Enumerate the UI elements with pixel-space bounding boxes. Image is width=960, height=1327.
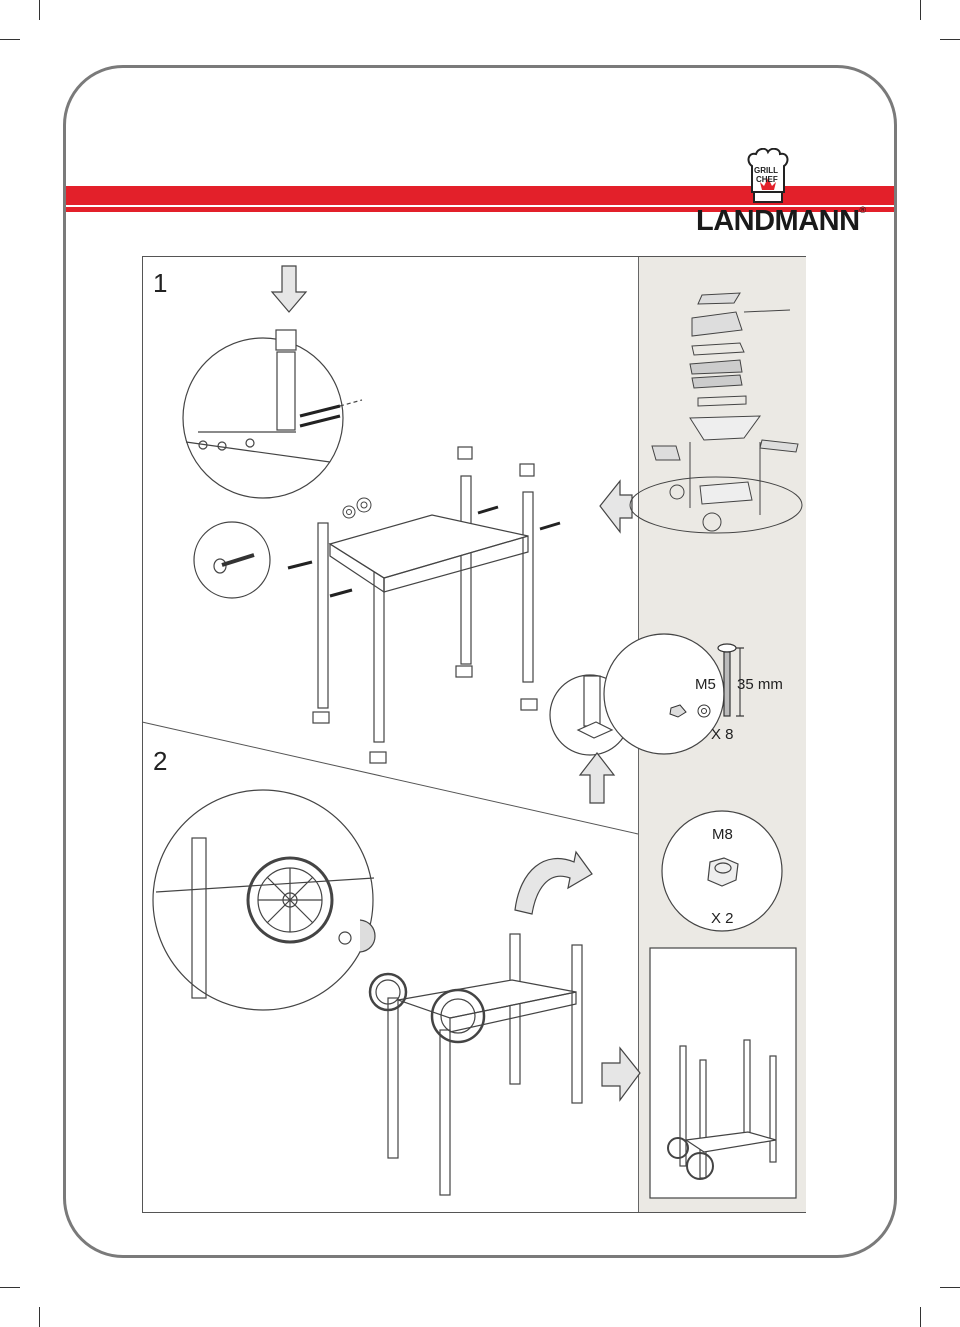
bolt-size-label: M5 (695, 676, 716, 693)
brand-name: LANDMANN (696, 205, 860, 237)
detail-circle-post (183, 330, 362, 498)
bolt-quantity-label: X 8 (711, 726, 734, 743)
down-arrow-icon (272, 266, 306, 312)
final-cart-box (650, 948, 796, 1198)
washer-icon (343, 498, 371, 518)
step-number-1: 1 (153, 268, 168, 298)
right-arrow-icon (602, 1048, 640, 1100)
cart-frame-step1 (288, 447, 560, 763)
rotate-arrow-icon (515, 852, 592, 914)
up-arrow-icon (580, 753, 614, 803)
detail-circle-wheel (153, 790, 375, 1010)
step-number-2: 2 (153, 746, 168, 776)
registered-mark: ® (859, 205, 866, 215)
badge-text-chef: CHEF (756, 175, 778, 184)
nut-quantity-label: X 2 (711, 910, 734, 927)
cart-frame-step2 (370, 934, 582, 1195)
overview-exploded-grill (630, 293, 802, 533)
bolt-detail-circle (194, 522, 270, 598)
left-arrow-icon (600, 481, 632, 532)
badge-text-grill: GRILL (754, 166, 778, 175)
nut-size-label: M8 (712, 826, 733, 843)
bolt-length-label: 35 mm (737, 676, 783, 693)
